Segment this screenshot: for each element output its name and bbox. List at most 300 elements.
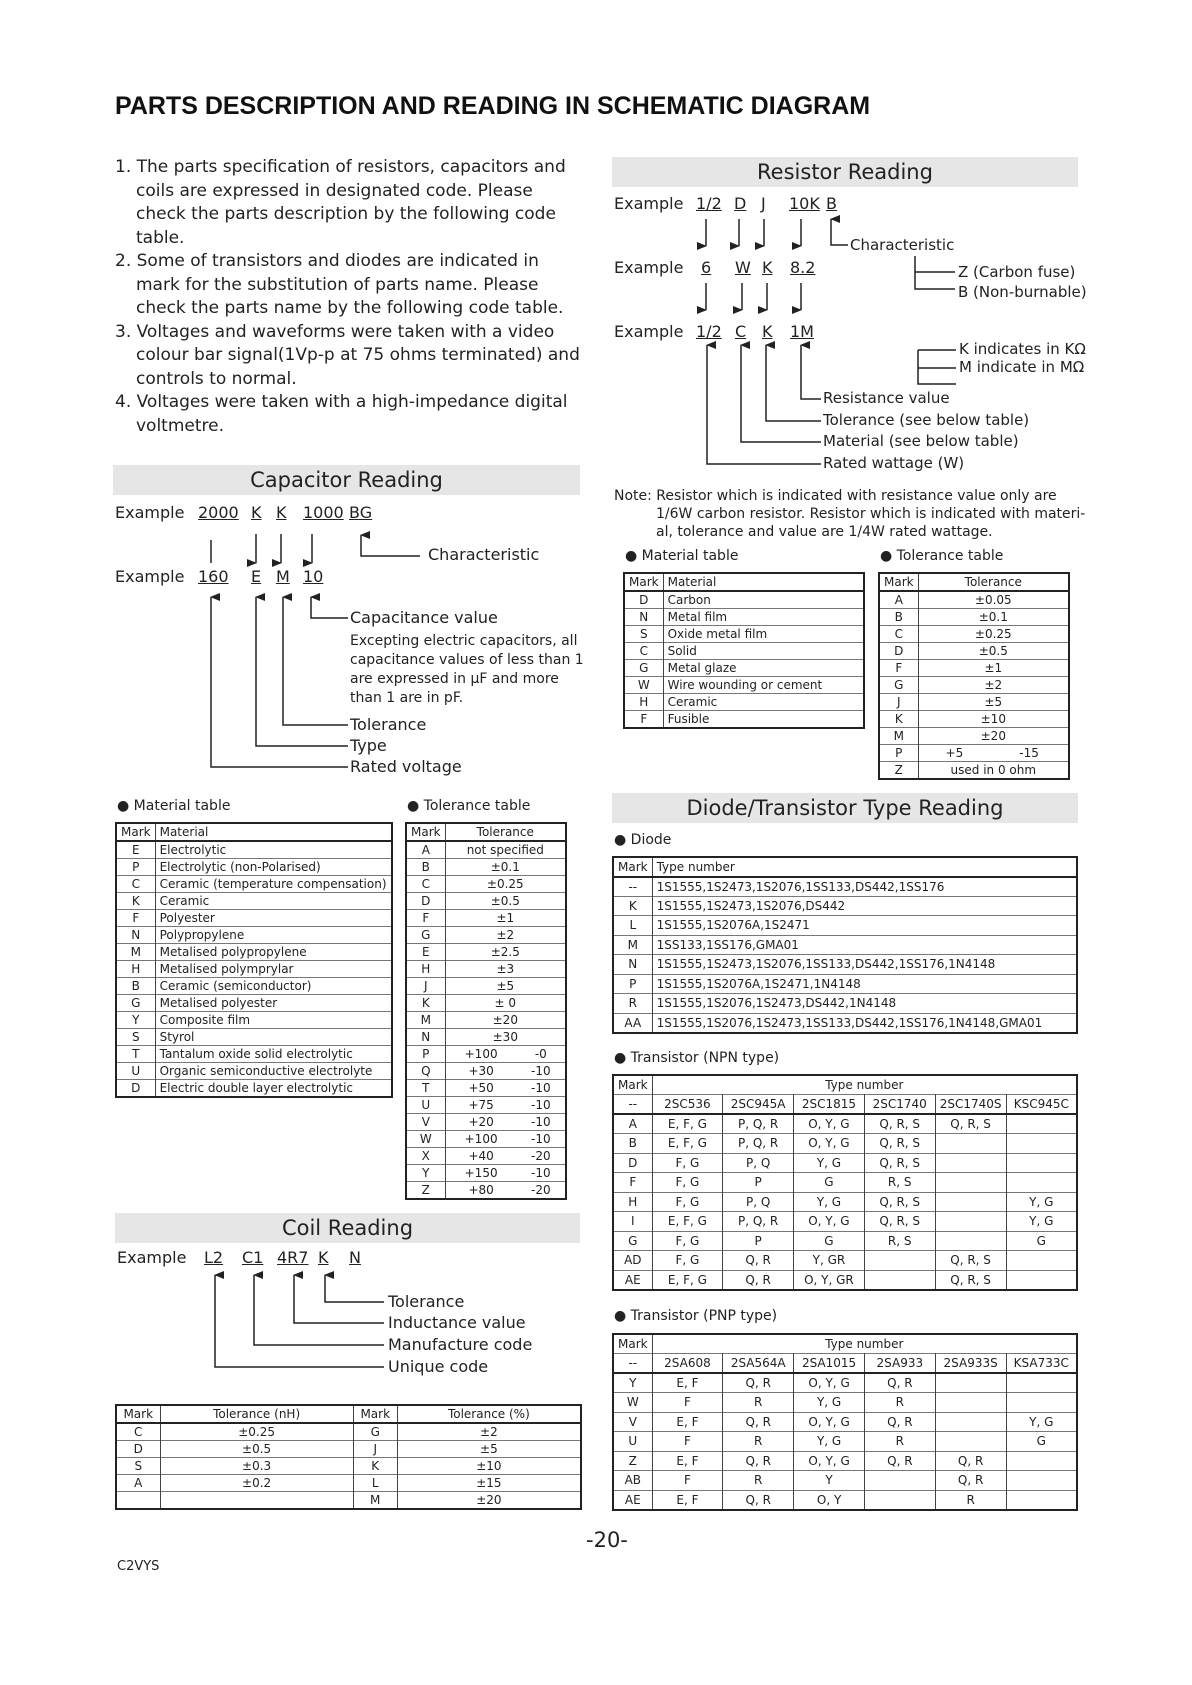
table-cell: AE <box>624 1272 641 1287</box>
table-cell: N <box>131 928 141 942</box>
cap-material-table-title: ● Material table <box>117 798 231 814</box>
table-row <box>116 1423 581 1441</box>
table-cell: R, S <box>864 1231 935 1251</box>
table-cell: Y, G <box>794 1393 865 1413</box>
table-header-row <box>613 857 1077 877</box>
table-row <box>624 591 864 609</box>
table-cell: Tolerance (nH) <box>160 1405 353 1423</box>
table-cell: P <box>629 976 637 991</box>
table-row <box>116 841 392 859</box>
table-cell: Material <box>663 573 864 591</box>
table-cell: K <box>628 898 637 913</box>
table-cell: Tolerance <box>918 573 1069 591</box>
table-cell: Solid <box>663 643 864 660</box>
table-cell <box>1006 1451 1077 1471</box>
table-row <box>406 944 566 961</box>
table-cell: 1S1555,1S2076,1S2473,1SS133,DS442,1SS176,1N4148,GMA01 <box>652 1013 1077 1033</box>
coil-code: N <box>349 1248 361 1267</box>
table-cell: H <box>639 695 649 709</box>
cap-tolerance-label: Tolerance <box>350 715 427 734</box>
table-cell: Wire wounding or cement <box>663 677 864 694</box>
table-cell: D <box>421 894 431 908</box>
table-cell: M <box>420 1013 431 1027</box>
table-row <box>116 961 392 978</box>
res-material-table-title: ● Material table <box>625 548 739 564</box>
example-label: Example <box>115 503 185 522</box>
table-cell: P <box>723 1173 794 1193</box>
table-cell: S <box>131 1030 140 1044</box>
res-code: 8.2 <box>790 258 816 277</box>
table-cell: G <box>794 1173 865 1193</box>
table-cell: A <box>894 593 903 607</box>
table-cell: Type number <box>652 857 1077 877</box>
table-cell: F, G <box>652 1231 723 1251</box>
page-number: -20- <box>586 1528 628 1552</box>
coil-code: C1 <box>242 1248 264 1267</box>
table-cell: F, G <box>652 1173 723 1193</box>
table-cell <box>1006 1270 1077 1290</box>
cap-code: 10 <box>303 567 324 586</box>
table-cell: Y, G <box>1006 1192 1077 1212</box>
table-cell: O, Y, G <box>794 1134 865 1154</box>
table-row <box>406 1131 566 1148</box>
table-cell: -10 <box>531 1115 551 1129</box>
cap-material-table <box>115 822 393 1098</box>
table-cell: P, Q <box>723 1153 794 1173</box>
table-header-row <box>116 823 392 841</box>
table-cell: Q <box>421 1064 431 1078</box>
table-cell: M <box>893 729 904 743</box>
table-cell: E, F, G <box>652 1134 723 1154</box>
table-cell: I <box>631 1214 635 1229</box>
table-cell: D <box>894 644 904 658</box>
table-cell: ± 0 <box>445 995 566 1012</box>
table-cell: C <box>421 877 430 891</box>
table-cell: Y, G <box>1006 1212 1077 1232</box>
table-cell: ±0.2 <box>160 1475 353 1492</box>
table-cell: Metalised polypropylene <box>155 944 392 961</box>
table-cell: Y, G <box>794 1192 865 1212</box>
table-row <box>613 994 1077 1014</box>
table-cell <box>160 1492 353 1510</box>
table-cell: D <box>133 1442 143 1456</box>
table-row <box>613 1231 1077 1251</box>
table-cell: U <box>628 1434 638 1449</box>
table-cell: V <box>628 1414 637 1429</box>
table-row <box>406 1046 566 1063</box>
res-code: W <box>735 258 751 277</box>
table-cell: J <box>897 695 901 709</box>
table-cell: K <box>894 712 903 726</box>
table-cell: F <box>652 1432 723 1452</box>
cap-code: K <box>251 503 262 522</box>
table-cell: K <box>131 894 140 908</box>
table-cell: K <box>421 996 430 1010</box>
table-cell: C <box>134 1425 143 1439</box>
table-cell: 1S1555,1S2473,1S2076,1SS133,DS442,1SS176 <box>652 877 1077 897</box>
table-row <box>879 728 1069 745</box>
res-code: 6 <box>701 258 712 277</box>
table-cell <box>1006 1134 1077 1154</box>
table-cell: Composite film <box>155 1012 392 1029</box>
table-row <box>879 591 1069 609</box>
table-cell: R <box>723 1432 794 1452</box>
table-cell: Y, G <box>794 1153 865 1173</box>
table-row <box>613 1212 1077 1232</box>
table-cell: Oxide metal film <box>663 626 864 643</box>
table-cell: F <box>652 1471 723 1491</box>
table-cell: R <box>865 1393 936 1413</box>
table-cell: -20 <box>531 1183 551 1197</box>
table-cell: O, Y, G <box>794 1212 865 1232</box>
table-cell: A <box>421 843 430 857</box>
table-cell: -- <box>628 1097 638 1111</box>
table-row <box>624 711 864 729</box>
pnp-table <box>612 1333 1078 1511</box>
table-cell: W <box>626 1395 639 1410</box>
table-row <box>406 1148 566 1165</box>
table-row <box>406 927 566 944</box>
table-cell: Electrolytic (non-Polarised) <box>155 859 392 876</box>
table-cell: R <box>935 1490 1006 1510</box>
table-header-row <box>116 1405 581 1423</box>
table-cell: P <box>422 1047 430 1061</box>
table-cell: +40 <box>445 1148 517 1165</box>
table-cell: Y, G <box>794 1432 865 1452</box>
cap-code: 160 <box>198 567 229 586</box>
table-cell: P, Q, R <box>723 1134 794 1154</box>
table-cell: U <box>131 1064 141 1078</box>
coil-manufacture-label: Manufacture code <box>388 1335 533 1354</box>
table-cell: ±0.25 <box>918 626 1069 643</box>
table-header-row <box>613 1354 1077 1374</box>
res-code: 10K <box>789 194 820 213</box>
table-cell: Q, R <box>935 1451 1006 1471</box>
table-cell: Ceramic (semiconductor) <box>155 978 392 995</box>
table-cell: Ceramic <box>663 694 864 711</box>
table-cell: N <box>421 1030 431 1044</box>
table-cell: Carbon <box>663 591 864 609</box>
resistor-heading: Resistor Reading <box>612 157 1078 187</box>
table-cell: P, Q <box>723 1192 794 1212</box>
table-cell: Q, R, S <box>864 1153 935 1173</box>
table-cell: W <box>637 678 650 692</box>
table-cell: E, F, G <box>652 1212 723 1232</box>
table-row <box>613 1192 1077 1212</box>
table-cell: ±20 <box>918 728 1069 745</box>
table-cell: -- <box>628 879 638 894</box>
table-cell: +75 <box>445 1097 517 1114</box>
table-cell: E, F, G <box>652 1270 723 1290</box>
res-code: J <box>761 194 766 213</box>
table-row <box>406 1029 566 1046</box>
table-cell: ±15 <box>397 1475 581 1492</box>
table-row <box>406 841 566 859</box>
table-cell: A <box>134 1476 143 1490</box>
table-cell: not specified <box>445 841 566 859</box>
table-cell: A <box>628 1117 637 1131</box>
table-row <box>613 1451 1077 1471</box>
table-cell: G <box>894 678 904 692</box>
table-row <box>116 1080 392 1098</box>
table-row <box>406 995 566 1012</box>
table-cell: G <box>1006 1231 1077 1251</box>
res-note-line: Note: Resistor which is indicated with resistance value only are <box>614 488 1057 504</box>
table-row <box>406 1063 566 1080</box>
capacitor-heading: Capacitor Reading <box>113 465 580 495</box>
table-cell: -10 <box>531 1098 551 1112</box>
table-cell: 2SA933S <box>935 1354 1006 1374</box>
table-cell <box>116 1492 160 1510</box>
table-cell: Y <box>132 1013 140 1027</box>
res-code: C <box>735 322 747 341</box>
table-cell: Metalised polyester <box>155 995 392 1012</box>
table-row <box>406 961 566 978</box>
table-row <box>624 677 864 694</box>
table-cell <box>935 1173 1006 1193</box>
cap-code: K <box>276 503 287 522</box>
table-row <box>613 1075 1077 1095</box>
table-cell: +50 <box>445 1080 517 1097</box>
table-cell: -10 <box>531 1064 551 1078</box>
cap-type-label: Type <box>350 736 387 755</box>
table-cell: N <box>639 610 649 624</box>
table-cell: Q, R <box>723 1251 794 1271</box>
table-cell: Polyester <box>155 910 392 927</box>
table-cell: B <box>131 979 140 993</box>
coil-tolerance-label: Tolerance <box>388 1292 465 1311</box>
coil-unique-label: Unique code <box>388 1357 489 1376</box>
table-row <box>406 893 566 910</box>
cap-tolerance-table-title: ● Tolerance table <box>407 798 531 814</box>
table-cell: +80 <box>445 1182 517 1200</box>
table-cell: ±0.1 <box>445 859 566 876</box>
table-cell: F <box>629 1175 637 1190</box>
table-cell: +20 <box>445 1114 517 1131</box>
table-cell <box>935 1393 1006 1413</box>
cap-code: 2000 <box>198 503 239 522</box>
table-cell: 1S1555,1S2076A,1S2471,1N4148 <box>652 974 1077 994</box>
table-row <box>406 1182 566 1200</box>
table-row <box>624 626 864 643</box>
table-row <box>406 1012 566 1029</box>
table-cell: H <box>131 962 141 976</box>
table-cell: F, G <box>652 1251 723 1271</box>
table-cell: Tolerance (%) <box>397 1405 581 1423</box>
table-cell: 1S1555,1S2473,1S2076,DS442 <box>652 896 1077 916</box>
table-cell: ±2 <box>918 677 1069 694</box>
table-row <box>613 935 1077 955</box>
table-cell <box>1006 1471 1077 1491</box>
res-resistance-label: Resistance value <box>823 389 950 407</box>
table-header-row <box>613 1095 1077 1115</box>
table-cell: Mark <box>618 859 648 874</box>
table-row <box>613 1114 1077 1134</box>
table-cell: G <box>628 1233 638 1248</box>
table-cell: O, Y, G <box>794 1114 865 1134</box>
table-cell: C <box>894 627 903 641</box>
table-cell: C <box>131 877 140 891</box>
table-cell: 2SA564A <box>723 1354 794 1374</box>
table-cell: O, Y, G <box>794 1412 865 1432</box>
table-cell: Mark <box>353 1405 397 1423</box>
table-cell: O, Y, GR <box>794 1270 865 1290</box>
table-cell: R, S <box>864 1173 935 1193</box>
table-cell: ±3 <box>445 961 566 978</box>
table-cell: 1SS133,1SS176,GMA01 <box>652 935 1077 955</box>
table-cell: ±5 <box>397 1441 581 1458</box>
table-cell: O, Y, G <box>794 1373 865 1393</box>
table-row <box>613 1134 1077 1154</box>
table-cell: S <box>639 627 648 641</box>
res-material-label: Material (see below table) <box>823 432 1019 450</box>
table-cell: +100 <box>445 1131 517 1148</box>
table-cell: C <box>639 644 648 658</box>
cap-code: 1000 <box>303 503 344 522</box>
table-row <box>613 1432 1077 1452</box>
table-row <box>116 893 392 910</box>
table-cell: -20 <box>531 1149 551 1163</box>
table-cell: Type number <box>652 1334 1077 1354</box>
intro-item: 3. Voltages and waveforms were taken with a video colour bar signal(1Vp-p at 75 ohms terminated) and controls to normal. <box>115 321 580 389</box>
table-row <box>879 660 1069 677</box>
cap-note-line: are expressed in μF and more <box>350 671 559 687</box>
table-row <box>406 978 566 995</box>
table-cell: S <box>134 1459 143 1473</box>
table-cell: H <box>421 962 431 976</box>
example-label: Example <box>614 194 684 213</box>
table-cell: O, Y <box>794 1490 865 1510</box>
table-cell: Z <box>421 1183 430 1197</box>
table-cell: D <box>628 1155 638 1170</box>
table-cell: Z <box>628 1453 637 1468</box>
res-code: K <box>762 322 773 341</box>
table-cell: J <box>424 979 428 993</box>
res-code: 1M <box>790 322 814 341</box>
table-cell: -0 <box>534 1047 547 1061</box>
table-row <box>879 626 1069 643</box>
table-row <box>116 910 392 927</box>
table-cell <box>935 1412 1006 1432</box>
table-cell: +5 <box>918 745 990 762</box>
res-tolerance-table <box>878 572 1070 780</box>
table-row <box>116 876 392 893</box>
table-cell: Material <box>155 823 392 841</box>
page-title: PARTS DESCRIPTION AND READING IN SCHEMATIC DIAGRAM <box>115 92 871 120</box>
diode-table-title: ● Diode <box>614 832 672 848</box>
table-cell: AE <box>624 1492 641 1507</box>
table-row <box>613 1334 1077 1354</box>
table-cell: E, F <box>652 1373 723 1393</box>
res-code: D <box>734 194 747 213</box>
table-cell: ±0.25 <box>445 876 566 893</box>
table-cell: F <box>895 661 903 675</box>
table-cell: E, F <box>652 1451 723 1471</box>
table-cell: 1S1555,1S2076A,1S2471 <box>652 916 1077 936</box>
table-cell: B <box>628 1136 637 1151</box>
table-cell: P <box>723 1231 794 1251</box>
table-cell: used in 0 ohm <box>918 762 1069 780</box>
table-cell: ±1 <box>918 660 1069 677</box>
table-cell: Y <box>629 1376 637 1390</box>
table-cell: R <box>723 1471 794 1491</box>
table-row <box>116 927 392 944</box>
diode-transistor-heading: Diode/Transistor Type Reading <box>612 793 1078 823</box>
table-cell: Q, R, S <box>935 1270 1006 1290</box>
coil-heading: Coil Reading <box>115 1213 580 1243</box>
table-cell <box>1006 1490 1077 1510</box>
example-label: Example <box>117 1248 187 1267</box>
table-cell: Metal glaze <box>663 660 864 677</box>
table-cell: ±0.5 <box>918 643 1069 660</box>
table-row <box>613 877 1077 897</box>
table-header-row <box>624 573 864 591</box>
table-cell: 2SA933 <box>865 1354 936 1374</box>
table-cell: Metal film <box>663 609 864 626</box>
table-cell: P, Q, R <box>723 1114 794 1134</box>
table-row <box>613 1173 1077 1193</box>
table-row <box>879 711 1069 728</box>
table-row <box>879 762 1069 780</box>
res-tolerance-label: Tolerance (see below table) <box>823 411 1030 429</box>
table-cell: 2SA608 <box>652 1354 723 1374</box>
table-cell: Q, R, S <box>935 1114 1006 1134</box>
table-row <box>613 1251 1077 1271</box>
table-row <box>116 1063 392 1080</box>
coil-code: L2 <box>204 1248 224 1267</box>
table-row <box>406 1097 566 1114</box>
table-cell: Q, R <box>723 1451 794 1471</box>
table-cell: AB <box>624 1473 642 1488</box>
table-cell: K <box>353 1458 397 1475</box>
table-row <box>116 1029 392 1046</box>
table-cell: Metalised polymprylar <box>155 961 392 978</box>
table-cell: L <box>353 1475 397 1492</box>
table-cell: -- <box>628 1356 638 1370</box>
table-row <box>116 859 392 876</box>
table-cell: M <box>353 1492 397 1510</box>
table-row <box>613 1153 1077 1173</box>
table-cell: E, F <box>652 1490 723 1510</box>
res-characteristic-label: Characteristic <box>850 236 955 254</box>
table-cell: F, G <box>652 1153 723 1173</box>
table-cell: +100 <box>445 1046 517 1063</box>
intro-item: 4. Voltages were taken with a high-impedance digital voltmetre. <box>115 392 568 436</box>
table-cell <box>865 1490 936 1510</box>
cap-tolerance-table <box>405 822 567 1200</box>
table-cell <box>1006 1373 1077 1393</box>
table-cell: -15 <box>1019 746 1039 760</box>
table-cell <box>1006 1393 1077 1413</box>
table-cell: G <box>639 661 649 675</box>
table-row <box>116 1475 581 1492</box>
table-cell: ±2 <box>445 927 566 944</box>
table-row <box>613 1393 1077 1413</box>
npn-table-title: ● Transistor (NPN type) <box>614 1050 780 1066</box>
table-row <box>116 978 392 995</box>
table-cell <box>1006 1173 1077 1193</box>
table-cell <box>1006 1114 1077 1134</box>
table-cell: ±0.5 <box>445 893 566 910</box>
table-cell: L <box>629 918 637 933</box>
table-cell: AA <box>624 1015 642 1030</box>
table-cell: X <box>421 1149 430 1163</box>
cap-characteristic: Characteristic <box>428 545 540 564</box>
table-cell: R <box>723 1393 794 1413</box>
table-cell: F <box>132 911 140 925</box>
table-cell: ±0.3 <box>160 1458 353 1475</box>
table-cell <box>865 1471 936 1491</box>
